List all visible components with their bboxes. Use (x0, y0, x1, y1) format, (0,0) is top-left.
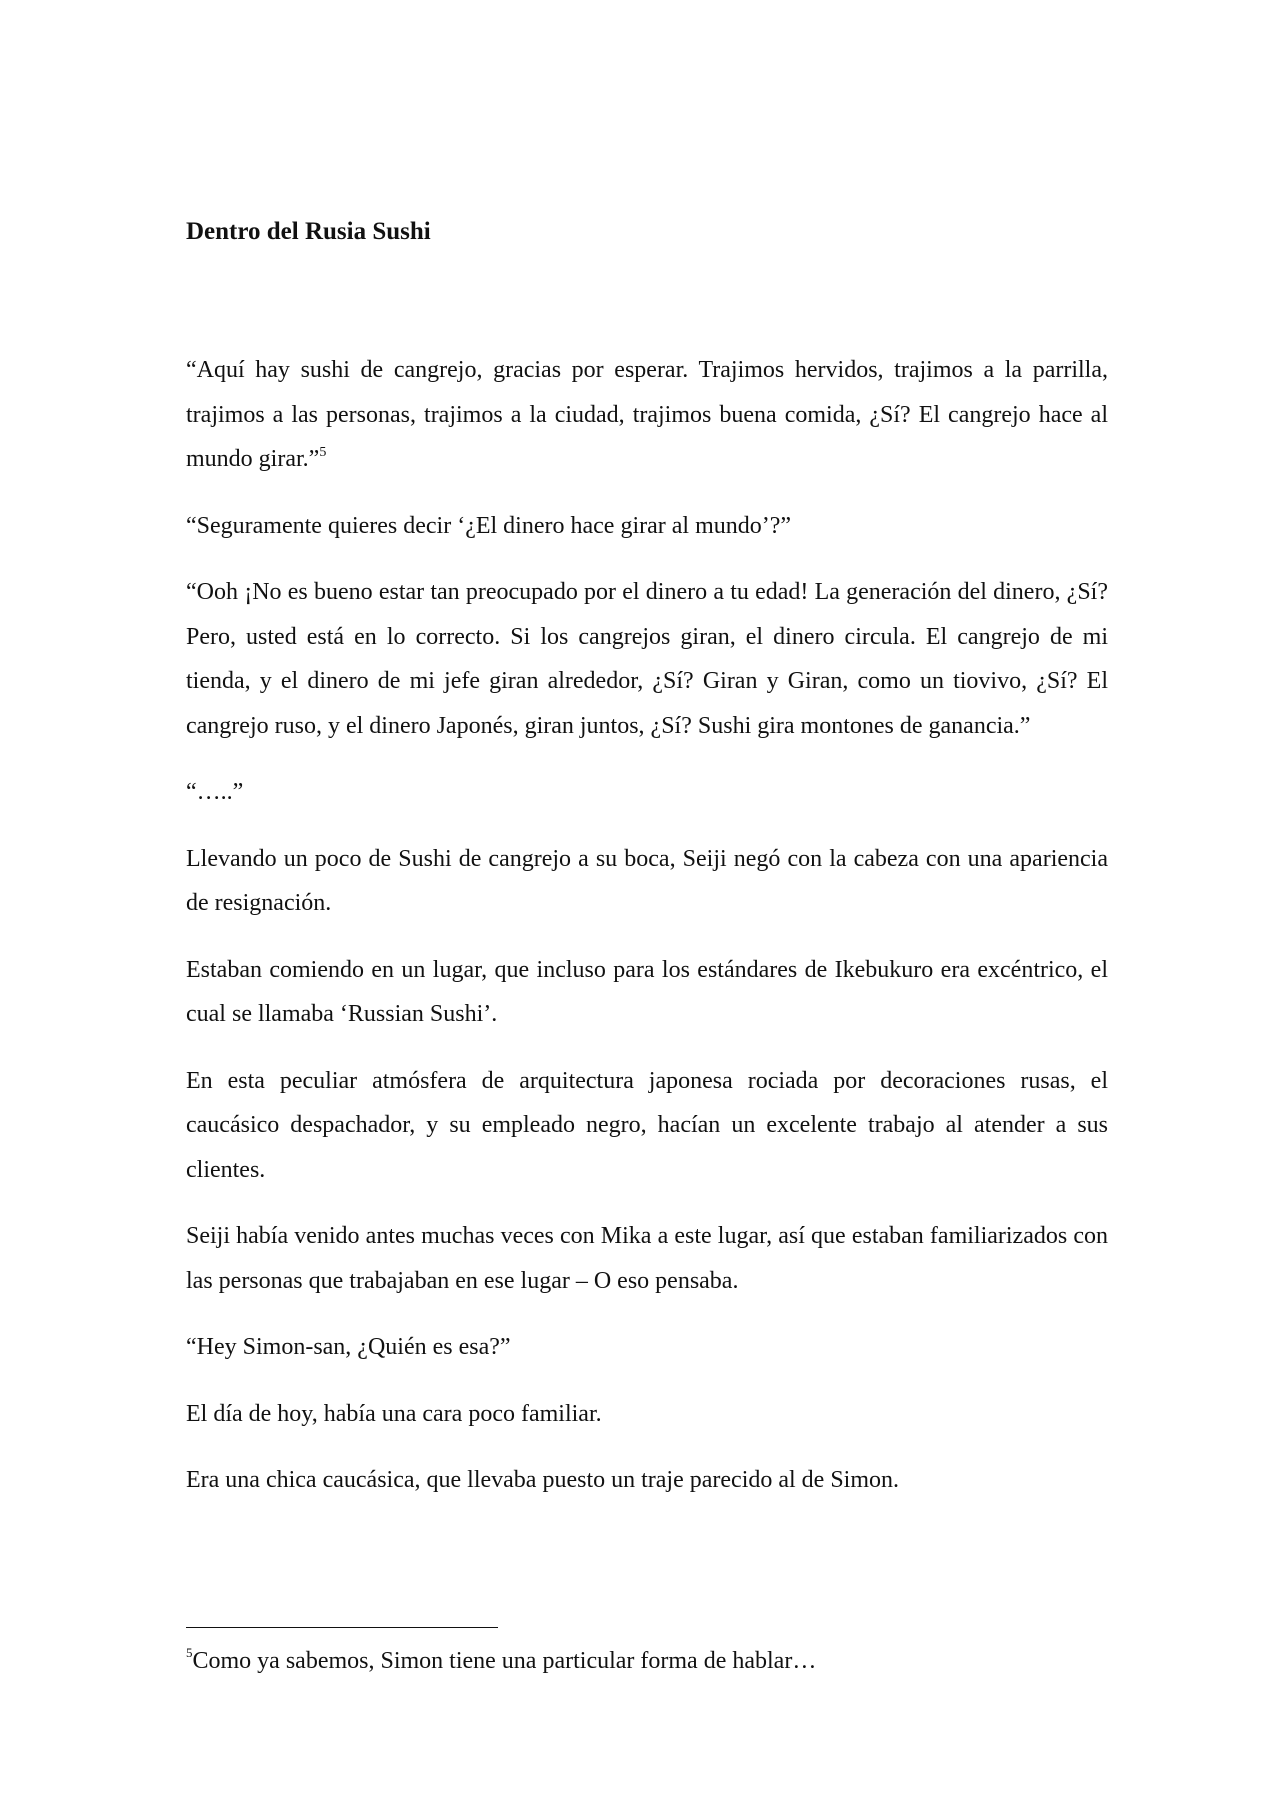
footnote-reference: 5 (319, 445, 327, 460)
footnote (186, 1645, 817, 1675)
paragraph-8: Seiji había venido antes muchas veces con Mika a este lugar, así que estaban familiarizados con las personas que trabajaban en ese lugar – O eso pensaba. (186, 1223, 1108, 1294)
paragraph-3: “Ooh ¡No es bueno estar tan preocupado por el dinero a tu edad! La generación del dinero, ¿Sí? Pero, usted está en lo correcto. Si los cangrejos giran, el dinero circula. El cangrejo de mi tienda, y el dinero de mi jefe giran alrededor, ¿Sí? Giran y Giran, como un tiovivo, ¿Sí? El cangrejo ruso, y el dinero Japonés, giran juntos, ¿Sí? Sushi gira montones de ganancia.” (186, 579, 1108, 739)
paragraph-5: Llevando un poco de Sushi de cangrejo a su boca, Seiji negó con la cabeza con una apariencia de resignación. (186, 845, 1108, 916)
paragraph-1-text: “Aquí hay sushi de cangrejo, gracias por esperar. Trajimos hervidos, trajimos a la parrilla, trajimos a las personas, trajimos a la ciudad, trajimos buena comida, ¿Sí? El cangrejo hace al mundo girar.” (186, 357, 1108, 472)
paragraph-11: Era una chica caucásica, que llevaba puesto un traje parecido al de Simon. (186, 1467, 900, 1493)
paragraph-10: El día de hoy, había una cara poco familiar. (186, 1400, 602, 1427)
footnote-text: Como ya sabemos, Simon tiene una particular forma de hablar… (192, 1648, 817, 1674)
paragraph-9: “Hey Simon-san, ¿Quién es esa?” (186, 1334, 511, 1360)
paragraph-2: “Seguramente quieres decir ‘¿El dinero hace girar al mundo’?” (186, 512, 792, 539)
paragraph-1 (186, 348, 1108, 482)
chapter-title: Dentro del Rusia Sushi (186, 218, 431, 245)
footnote-number: 5 (186, 1645, 193, 1660)
footnote-divider (186, 1627, 498, 1628)
paragraph-7: En esta peculiar atmósfera de arquitectura japonesa rociada por decoraciones rusas, el caucásico despachador, y su empleado negro, hacían un excelente trabajo al atender a sus clientes. (186, 1067, 1108, 1183)
body-text (186, 348, 1108, 1525)
paragraph-4: “…..” (186, 779, 244, 805)
paragraph-6: Estaban comiendo en un lugar, que incluso para los estándares de Ikebukuro era excéntrico, el cual se llamaba ‘Russian Sushi’. (186, 956, 1108, 1027)
